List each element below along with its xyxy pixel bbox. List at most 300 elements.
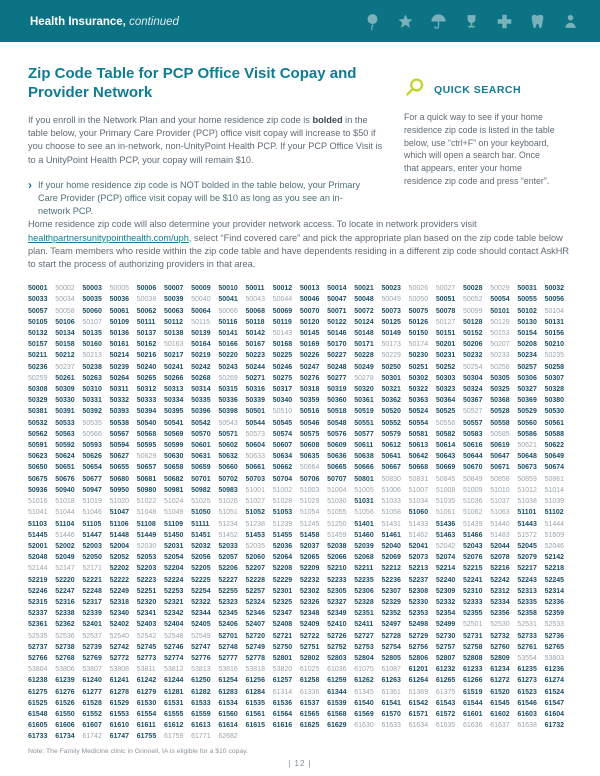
zip-row <box>28 675 572 686</box>
zip-cell: 52736 <box>544 632 565 640</box>
zip-cell: 61633 <box>381 722 401 730</box>
zip-cell: 61571 <box>408 710 429 718</box>
zip-cell: 51016 <box>28 498 48 506</box>
zip-cell: 61536 <box>272 699 293 707</box>
zip-cell: 50538 <box>109 419 130 427</box>
zip-cell: 51033 <box>381 498 401 506</box>
zip-cell: 50318 <box>299 386 320 394</box>
zip-cell: 50593 <box>82 442 102 450</box>
zip-cell: 52341 <box>136 610 157 618</box>
zip-cell: 52758 <box>463 643 483 651</box>
zip-cell: 50532 <box>28 419 48 427</box>
zip-cell: 50303 <box>435 374 456 382</box>
zip-cell: 50674 <box>544 464 565 472</box>
zip-cell: 50210 <box>544 341 565 349</box>
zip-cell: 51455 <box>272 531 293 539</box>
intro-text-2: in the table below, your Primary Care Provider (PCP) office visit copay will increase to $50 if you choose to see an in-network, non-UnityPoint Health PCP. If your PCP Office Visit is to a UnityPoint Health PCP, your copay will remain $10. <box>28 115 383 165</box>
zip-cell: 52410 <box>327 621 347 629</box>
zip-cell: 50563 <box>55 430 75 438</box>
zip-cell: 50244 <box>245 363 265 371</box>
zip-cell: 50573 <box>245 430 265 438</box>
zip-row <box>28 586 572 597</box>
zip-cell: 51439 <box>463 520 483 528</box>
zip-cell: 52315 <box>28 598 48 606</box>
zip-cell: 51051 <box>218 509 238 517</box>
zip-cell: 50594 <box>109 442 130 450</box>
zip-cell: 51022 <box>136 498 157 506</box>
zip-cell: 51449 <box>136 531 157 539</box>
zip-row <box>28 519 572 530</box>
zip-cell: 50325 <box>490 386 510 394</box>
zip-cell: 50102 <box>517 307 537 315</box>
zip-cell: 50256 <box>490 363 510 371</box>
zip-cell: 52042 <box>435 542 456 550</box>
zip-cell: 61278 <box>109 688 130 696</box>
zip-cell: 50139 <box>191 330 211 338</box>
header-bar <box>0 0 600 42</box>
zip-cell: 50006 <box>136 285 157 293</box>
zip-row <box>28 631 572 642</box>
zip-cell: 53816 <box>218 666 238 674</box>
zip-cell: 51024 <box>163 498 184 506</box>
zip-cell: 52068 <box>354 554 374 562</box>
tooth-icon <box>528 12 547 31</box>
zip-cell: 61375 <box>435 688 456 696</box>
zip-cell: 52212 <box>381 565 401 573</box>
zip-cell: 50145 <box>299 330 320 338</box>
zip-cell: 61535 <box>245 699 265 707</box>
zip-cell: 52214 <box>435 565 456 573</box>
zip-cell: 52301 <box>272 587 293 595</box>
zip-cell: 50703 <box>245 475 265 483</box>
zip-cell: 61519 <box>463 688 483 696</box>
zip-cell: 50257 <box>517 363 537 371</box>
zip-cell: 52041 <box>408 542 429 550</box>
zip-cell: 61612 <box>163 722 184 730</box>
zip-cell: 50543 <box>218 419 238 427</box>
zip-cell: 50520 <box>381 408 401 416</box>
zip-cell: 61336 <box>299 688 320 696</box>
zip-cell: 50626 <box>82 453 102 461</box>
zip-cell: 50380 <box>544 397 565 405</box>
zip-cell: 51483 <box>490 531 510 539</box>
zip-cell: 52057 <box>218 554 238 562</box>
zip-cell: 50242 <box>191 363 211 371</box>
zip-cell: 52220 <box>55 576 75 584</box>
zip-cell: 52339 <box>82 610 102 618</box>
zip-cell: 52336 <box>544 598 565 606</box>
zip-cell: 51111 <box>191 520 210 528</box>
zip-cell: 52499 <box>435 621 456 629</box>
zip-cell: 61273 <box>517 677 537 685</box>
zip-cell: 50655 <box>109 464 130 472</box>
zip-cell: 50050 <box>408 296 429 304</box>
zip-cell: 61544 <box>463 699 483 707</box>
zip-cell: 50560 <box>517 419 537 427</box>
zip-cell: 52249 <box>109 587 130 595</box>
zip-cell: 50983 <box>218 486 238 494</box>
zip-cell: 51453 <box>245 531 265 539</box>
zip-cell: 50642 <box>408 453 429 461</box>
zip-cell: 51035 <box>435 498 456 506</box>
zip-cell: 61283 <box>218 688 238 696</box>
zip-cell: 50232 <box>463 352 483 360</box>
zip-cell: 50393 <box>109 408 130 416</box>
zip-cell: 52334 <box>490 598 510 606</box>
zip-cell: 52246 <box>28 587 48 595</box>
zip-cell: 51047 <box>109 509 130 517</box>
trophy-icon <box>462 12 481 31</box>
zip-cell: 61235 <box>517 666 537 674</box>
zip-cell: 61542 <box>408 699 429 707</box>
zip-cell: 50277 <box>327 374 347 382</box>
zip-cell: 50681 <box>136 475 157 483</box>
zip-cell: 50125 <box>381 318 401 326</box>
zip-cell: 50579 <box>381 430 401 438</box>
zip-cell: 50363 <box>408 397 429 405</box>
zip-cell: 50548 <box>327 419 347 427</box>
zip-cell: 52322 <box>191 598 211 606</box>
zip-cell: 50211 <box>28 352 48 360</box>
zip-cell: 50519 <box>354 408 374 416</box>
zip-cell: 51007 <box>408 486 429 494</box>
zip-cell: 52340 <box>109 610 130 618</box>
zip-cell: 51234 <box>218 520 238 528</box>
zip-cell: 50069 <box>272 307 293 315</box>
zip-row <box>28 541 572 552</box>
zip-cell: 52079 <box>517 554 537 562</box>
zip-cell: 52144 <box>28 565 48 573</box>
zip-row <box>28 283 572 294</box>
zip-cell: 50575 <box>299 430 320 438</box>
header-title-bold: Health Insurance, <box>30 16 126 28</box>
zip-cell: 50149 <box>381 330 401 338</box>
zip-cell: 50585 <box>490 430 510 438</box>
zip-cell: 50533 <box>55 419 75 427</box>
zip-cell: 51050 <box>191 509 211 517</box>
zip-cell: 52530 <box>490 621 510 629</box>
zip-cell: 52074 <box>435 554 456 562</box>
zip-row <box>28 440 572 451</box>
zip-cell: 51008 <box>435 486 456 494</box>
zip-cell: 50036 <box>109 296 130 304</box>
zip-cell: 50163 <box>163 341 184 349</box>
zip-cell: 61568 <box>327 710 347 718</box>
zip-cell: 50157 <box>28 341 48 349</box>
zip-row <box>28 317 572 328</box>
zip-cell: 50369 <box>517 397 537 405</box>
zip-cell: 50861 <box>544 475 565 483</box>
zip-cell: 61531 <box>163 699 184 707</box>
zip-cell: 50214 <box>109 352 130 360</box>
zip-cell: 61602 <box>490 710 510 718</box>
zip-row <box>28 294 572 305</box>
zip-cell: 50981 <box>163 486 184 494</box>
zip-cell: 61615 <box>245 722 265 730</box>
zip-cell: 52346 <box>245 610 265 618</box>
zip-cell: 52318 <box>109 598 130 606</box>
zip-cell: 50101 <box>490 307 510 315</box>
zip-cell: 52342 <box>163 610 184 618</box>
zip-row <box>28 451 572 462</box>
zip-cell: 50048 <box>354 296 374 304</box>
zip-cell: 52310 <box>463 587 483 595</box>
network-text-2: , select “Find covered care” and pick the appropriate plan based on the zip code table below plan. Team members who reside within the zip code table and have dependents residing in a different zip code should contact AskHR to start the process of authorizing providers in that area. <box>28 232 570 270</box>
zip-cell: 52745 <box>136 643 157 651</box>
zip-cell: 52306 <box>354 587 374 595</box>
intro-text-1: If you enroll in the Network Plan and your home residence zip code is <box>28 115 313 125</box>
zip-cell: 50654 <box>82 464 102 472</box>
medical-cross-icon <box>495 12 514 31</box>
zip-cell: 61232 <box>435 666 456 674</box>
zip-cell: 50151 <box>435 330 456 338</box>
zip-cell: 52309 <box>435 587 456 595</box>
zip-cell: 61240 <box>82 677 102 685</box>
zip-row <box>28 418 572 429</box>
zip-cell: 50398 <box>218 408 238 416</box>
zip-cell: 50001 <box>28 285 48 293</box>
zip-cell: 50544 <box>245 419 265 427</box>
zip-cell: 52356 <box>490 610 510 618</box>
zip-cell: 52362 <box>55 621 75 629</box>
zip-cell: 51063 <box>490 509 510 517</box>
zip-cell: 50058 <box>55 307 75 315</box>
zip-cell: 50271 <box>245 374 265 382</box>
zip-cell: 51029 <box>299 498 320 506</box>
zip-cell: 50005 <box>109 285 130 293</box>
zip-cell: 52305 <box>327 587 347 595</box>
zip-cell: 61635 <box>435 722 456 730</box>
zip-cell: 52312 <box>490 587 510 595</box>
zip-cell: 52403 <box>136 621 157 629</box>
zip-cell: 50554 <box>408 419 429 427</box>
zip-row <box>28 653 572 664</box>
zip-cell: 50665 <box>327 464 347 472</box>
zip-cell: 50671 <box>490 464 510 472</box>
zip-cell: 50107 <box>82 318 102 326</box>
zip-cell: 51025 <box>191 498 211 506</box>
zip-cell: 61733 <box>28 733 48 741</box>
intro-bold-word: bolded <box>312 115 343 125</box>
zip-cell: 61279 <box>136 688 157 696</box>
zip-cell: 52323 <box>218 598 238 606</box>
zip-cell: 52756 <box>408 643 429 651</box>
zip-cell: 61233 <box>463 666 483 674</box>
zip-cell: 52327 <box>327 598 347 606</box>
zip-cell: 51461 <box>381 531 401 539</box>
zip-cell: 50227 <box>327 352 347 360</box>
zip-cell: 50169 <box>299 341 320 349</box>
zip-cell: 61533 <box>191 699 211 707</box>
zip-cell: 50982 <box>191 486 211 494</box>
zip-cell: 50936 <box>28 486 48 494</box>
zip-cell: 51105 <box>82 520 102 528</box>
zip-cell: 52232 <box>299 576 320 584</box>
bullet-arrow-icon: › <box>28 177 32 192</box>
zip-cell: 50116 <box>218 318 238 326</box>
zip-cell: 52224 <box>163 576 184 584</box>
zip-cell: 50576 <box>327 430 347 438</box>
zip-cell: 52073 <box>408 554 429 562</box>
zip-cell: 61239 <box>55 677 75 685</box>
zip-cell: 50173 <box>381 341 401 349</box>
zip-cell: 50319 <box>327 386 347 394</box>
zip-cell: 50316 <box>245 386 265 394</box>
zip-cell: 50041 <box>218 296 238 304</box>
umbrella-icon <box>429 12 448 31</box>
zip-cell: 50012 <box>272 285 293 293</box>
zip-cell: 50673 <box>517 464 537 472</box>
zip-cell: 50237 <box>55 363 75 371</box>
zip-cell: 50136 <box>109 330 130 338</box>
zip-cell: 50252 <box>435 363 456 371</box>
zip-cell: 50078 <box>435 307 456 315</box>
zip-cell: 52213 <box>408 565 429 573</box>
zip-cell: 53820 <box>272 666 293 674</box>
zip-cell: 50168 <box>272 341 293 349</box>
zip-cell: 50321 <box>381 386 401 394</box>
zip-cell: 52031 <box>163 542 184 550</box>
zip-cell: 51443 <box>517 520 537 528</box>
zip-cell: 51046 <box>82 509 102 517</box>
zip-cell: 61234 <box>490 666 510 674</box>
zip-cell: 52003 <box>82 542 102 550</box>
zip-cell: 52732 <box>490 632 510 640</box>
zip-cell: 52036 <box>272 542 293 550</box>
zip-cell: 50249 <box>354 363 374 371</box>
zip-cell: 50608 <box>299 442 320 450</box>
zip-cell: 53818 <box>245 666 265 674</box>
zip-cell: 51109 <box>163 520 184 528</box>
zip-cell: 50367 <box>463 397 483 405</box>
zip-cell: 50106 <box>55 318 75 326</box>
zip-cell: 52328 <box>354 598 374 606</box>
zip-cell: 52035 <box>245 542 265 550</box>
zip-cell: 52217 <box>517 565 537 573</box>
zip-cell: 50704 <box>272 475 293 483</box>
zip-cell: 50250 <box>381 363 401 371</box>
zip-cell: 50146 <box>327 330 347 338</box>
zip-cell: 52206 <box>218 565 238 573</box>
zip-cell: 51020 <box>109 498 130 506</box>
zip-cell: 50002 <box>55 285 75 293</box>
zip-cell: 51238 <box>245 520 265 528</box>
zip-cell: 50567 <box>109 430 130 438</box>
zip-cell: 61238 <box>28 677 48 685</box>
zip-cell: 51005 <box>354 486 374 494</box>
header-title <box>30 12 179 30</box>
zip-cell: 50682 <box>163 475 184 483</box>
zip-cell: 50333 <box>136 397 157 405</box>
zip-cell: 61610 <box>109 722 130 730</box>
zip-cell: 51053 <box>272 509 293 517</box>
zip-cell: 61254 <box>218 677 238 685</box>
zip-cell: 50138 <box>163 330 184 338</box>
zip-cell: 50381 <box>28 408 48 416</box>
zip-cell: 52354 <box>435 610 456 618</box>
zip-cell: 50265 <box>136 374 157 382</box>
zip-row <box>28 597 572 608</box>
zip-cell: 50339 <box>245 397 265 405</box>
zip-cell: 61275 <box>28 688 48 696</box>
zip-cell: 53813 <box>191 666 211 674</box>
zip-cell: 50334 <box>163 397 184 405</box>
zip-cell: 50038 <box>136 296 157 304</box>
zip-cell: 52361 <box>28 621 48 629</box>
zip-cell: 51440 <box>490 520 510 528</box>
zip-cell: 52746 <box>163 643 184 651</box>
zip-cell: 52302 <box>299 587 320 595</box>
zip-cell: 52254 <box>191 587 211 595</box>
zip-cell: 61520 <box>490 688 510 696</box>
zip-cell: 52773 <box>136 654 157 662</box>
zip-cell: 61537 <box>299 699 320 707</box>
zip-cell: 50574 <box>272 430 293 438</box>
zip-cell: 61564 <box>272 710 293 718</box>
zip-cell: 52535 <box>28 632 48 640</box>
zip-cell: 52045 <box>517 542 537 550</box>
zip-cell: 50160 <box>82 341 102 349</box>
zip-row <box>28 362 572 373</box>
zip-row <box>28 687 572 698</box>
zip-cell: 50331 <box>82 397 102 405</box>
zip-cell: 50644 <box>463 453 483 461</box>
zip-cell: 50162 <box>136 341 157 349</box>
zip-cell: 52501 <box>463 621 483 629</box>
zip-cell: 50266 <box>163 374 184 382</box>
zip-cell: 61570 <box>381 710 401 718</box>
zip-cell: 52255 <box>218 587 238 595</box>
zip-cell: 50601 <box>191 442 211 450</box>
zip-cell: 50071 <box>327 307 347 315</box>
zip-cell: 50320 <box>354 386 374 394</box>
zip-cell: 51058 <box>381 509 401 517</box>
zip-cell: 50115 <box>191 318 211 326</box>
zip-cell: 52731 <box>463 632 483 640</box>
zip-cell: 61606 <box>55 722 75 730</box>
zip-cell: 52207 <box>245 565 265 573</box>
zip-cell: 50054 <box>490 296 510 304</box>
zip-cell: 50223 <box>245 352 265 360</box>
zip-cell: 51009 <box>463 486 483 494</box>
zip-cell: 61087 <box>381 666 401 674</box>
zip-cell: 50028 <box>463 285 483 293</box>
zip-cell: 52243 <box>517 576 537 584</box>
zip-cell: 61747 <box>109 733 130 741</box>
zip-row <box>28 608 572 619</box>
zip-cell: 50702 <box>218 475 238 483</box>
zip-cell: 50323 <box>435 386 456 394</box>
zip-cell: 52049 <box>55 554 75 562</box>
zip-cell: 52409 <box>299 621 320 629</box>
zip-cell: 50650 <box>28 464 48 472</box>
zip-cell: 52353 <box>408 610 429 618</box>
zip-cell: 51451 <box>191 531 211 539</box>
zip-row <box>28 698 572 709</box>
zip-cell: 50150 <box>408 330 429 338</box>
zip-cell: 50327 <box>517 386 537 394</box>
zip-code-table <box>28 283 572 742</box>
zip-cell: 52722 <box>299 632 320 640</box>
zip-cell: 50849 <box>463 475 483 483</box>
zip-cell: 52218 <box>544 565 565 573</box>
provider-link[interactable]: healthpartnersunitypointhealth.com/uph <box>28 232 189 243</box>
zip-cell: 50658 <box>163 464 184 472</box>
zip-cell: 61276 <box>55 688 75 696</box>
zip-cell: 50566 <box>82 430 102 438</box>
zip-cell: 61314 <box>272 688 293 696</box>
zip-cell: 50315 <box>218 386 238 394</box>
